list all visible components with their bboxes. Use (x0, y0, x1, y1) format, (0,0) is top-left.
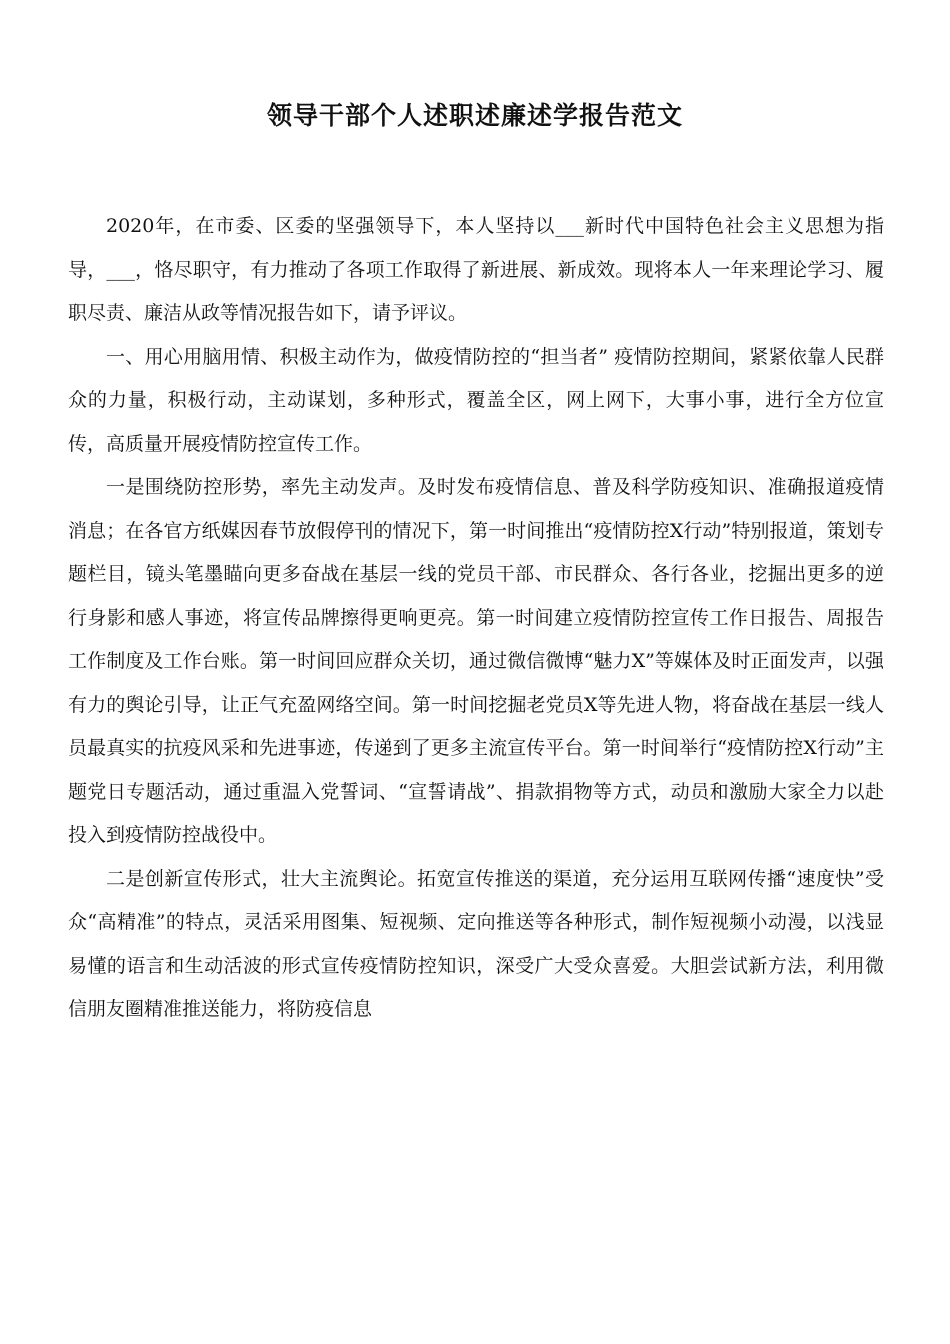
paragraph-section-one: 一、用心用脑用情、积极主动作为，做疫情防控的“担当者” 疫情防控期间，紧紧依靠人民群众的力量，积极行动，主动谋划，多种形式，覆盖全区，网上网下，大事小事，进行全方位宣传，高质量开展疫情防控宣传工作。 (68, 345, 884, 455)
paragraph-point-two: 二是创新宣传形式，壮大主流舆论。拓宽宣传推送的渠道，充分运用互联网传播“速度快”受众“高精准”的特点，灵活采用图集、短视频、定向推送等各种形式，制作短视频小动漫，以浅显易懂的语言和生动活波的形式宣传疫情防控知识，深受广大受众喜爱。大胆尝试新方法，利用微信朋友圈精准推送能力，将防疫信息 (68, 867, 884, 1020)
document-title: 领导干部个人述职述廉述学报告范文 (266, 101, 683, 130)
paragraph-point-one: 一是围绕防控形势，率先主动发声。及时发布疫情信息、普及科学防疫知识、准确报道疫情消息；在各官方纸媒因春节放假停刊的情况下，第一时间推出“疫情防控X行动”特别报道，策划专题栏目，镜头笔墨瞄向更多奋战在基层一线的党员干部、市民群众、各行各业，挖掘出更多的逆行身影和感人事迹，将宣传品牌擦得更响更亮。第一时间建立疫情防控宣传工作日报告、周报告工作制度及工作台账。第一时间回应群众关切，通过微信微博“魅力X”等媒体及时正面发声，以强有力的舆论引导，让正气充盈网络空间。第一时间挖掘老党员X等先进人物，将奋战在基层一线人员最真实的抗疫风采和先进事迹，传递到了更多主流宣传平台。第一时间举行“疫情防控X行动”主题党日专题活动，通过重温入党誓词、“宣誓请战”、捐款捐物等方式，动员和激励大家全力以赴投入到疫情防控战役中。 (68, 476, 884, 846)
paragraph-intro: 2020年，在市委、区委的坚强领导下，本人坚持以___新时代中国特色社会主义思想为指导，___，恪尽职守，有力推动了各项工作取得了新进展、新成效。现将本人一年来理论学习、履职尽责、廉洁从政等情况报告如下，请予评议。 (68, 215, 884, 324)
document-body (68, 205, 884, 1032)
